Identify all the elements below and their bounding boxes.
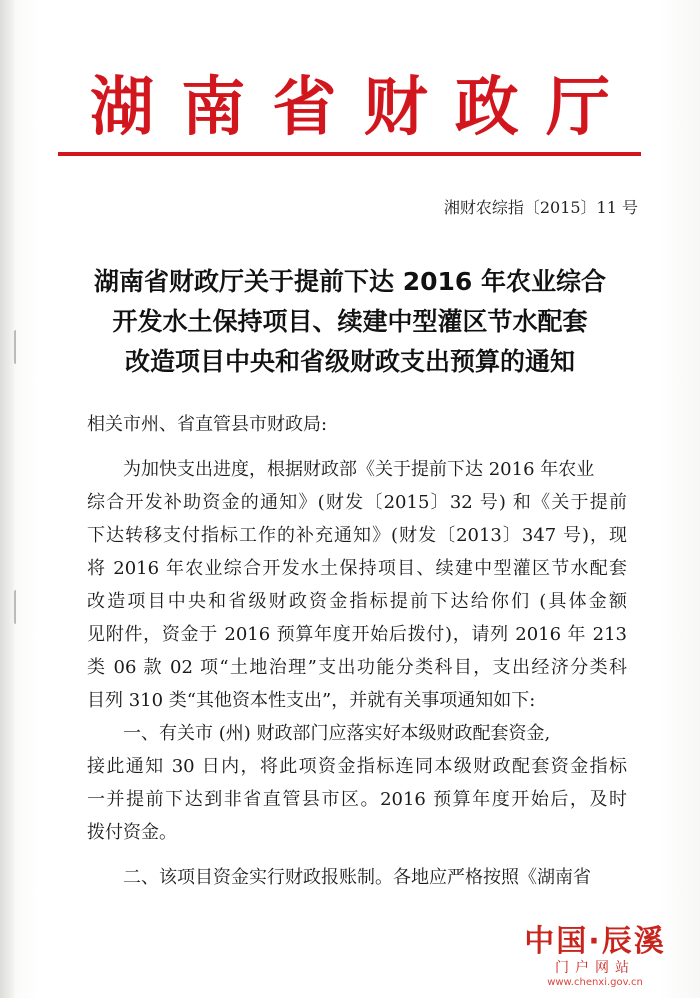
watermark-subtitle: 门户网站 (555, 960, 635, 976)
letterhead-char: 厅 (545, 71, 610, 145)
letterhead-title (90, 68, 610, 148)
body-line: 接此通知 30 日内，将此项资金指标连同本级财政配套资金指标 (87, 756, 627, 777)
document-title (58, 262, 642, 382)
binding-gutter (0, 0, 14, 998)
body-line: 将 2016 年农业综合开发水土保持项目、续建中型灌区节水配套 (87, 558, 627, 579)
letterhead-red-divider (58, 152, 641, 156)
site-watermark (510, 924, 680, 994)
body-line: 改造项目中央和省级财政资金指标提前下达给你们 (具体金额 (87, 591, 627, 612)
paragraph-intro (87, 453, 627, 717)
title-line: 开发水土保持项目、续建中型灌区节水配套 (112, 307, 588, 336)
body-line: 类 06 款 02 项“土地治理”支出功能分类科目，支出经济分类科 (87, 657, 627, 678)
document-body (87, 408, 627, 894)
letterhead-char: 政 (454, 71, 519, 145)
body-line: 一并提前下达到非省直管县市区。2016 预算年度开始后，及时 (87, 789, 627, 810)
title-line: 湖南省财政厅关于提前下达 2016 年农业综合 (94, 267, 606, 296)
letterhead-char: 南 (181, 71, 246, 145)
watermark-brand: 中国·辰溪 (524, 924, 666, 959)
body-line: 下达转移支付指标工作的补充通知》(财发〔2013〕347 号)，现 (87, 525, 627, 546)
body-line: 一、有关市 (州) 财政部门应落实好本级财政配套资金, (123, 723, 551, 744)
letterhead-char: 财 (363, 71, 428, 145)
watermark-url: www.chenxi.gov.cn (547, 977, 643, 988)
body-line: 见附件，资金于 2016 预算年度开始后拨付)，请列 2016 年 213 (87, 624, 627, 645)
paragraph-item-one (87, 717, 627, 849)
staple-mark-upper (14, 330, 24, 364)
body-line: 二、该项目资金实行财政报账制。各地应严格按照《湖南省 (123, 867, 591, 888)
body-line: 拨付资金。 (87, 822, 177, 843)
addressee: 相关市州、省直管县市财政局: (87, 414, 328, 435)
paragraph-item-two (87, 861, 627, 894)
document-number: 湘财农综指〔2015〕11 号 (443, 198, 638, 217)
body-line: 综合开发补助资金的通知》(财发〔2015〕32 号) 和《关于提前 (87, 492, 627, 513)
letterhead-char: 省 (272, 71, 337, 145)
staple-mark-lower (14, 590, 24, 624)
body-line: 为加快支出进度，根据财政部《关于提前下达 2016 年农业 (123, 459, 595, 480)
letterhead-char: 湖 (90, 71, 154, 145)
title-line: 改造项目中央和省级财政支出预算的通知 (124, 347, 575, 376)
body-line: 目列 310 类“其他资本性支出”，并就有关事项通知如下: (87, 690, 536, 711)
